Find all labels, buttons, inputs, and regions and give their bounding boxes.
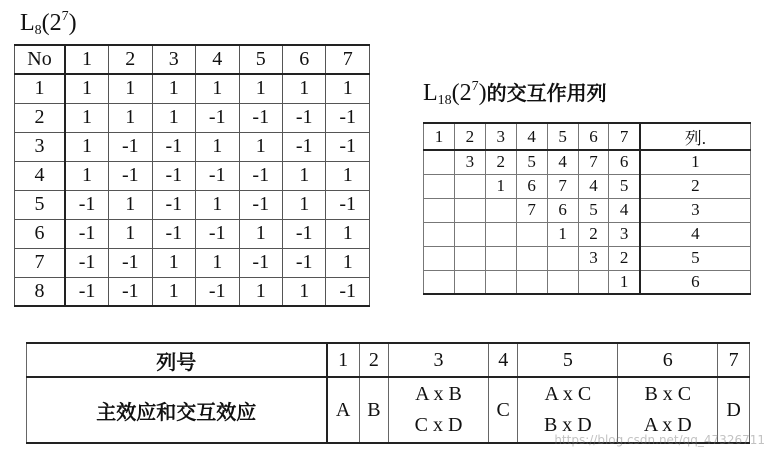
- l8-cell: 1: [282, 190, 325, 219]
- watermark: https://blog.csdn.net/qq_47326711: [554, 433, 765, 447]
- l8-cell: 1: [239, 219, 282, 248]
- l8-cell: -1: [282, 248, 325, 277]
- l8-cell: -1: [152, 219, 195, 248]
- interaction-cell: 3: [454, 150, 485, 174]
- l8-cell: 1: [152, 277, 195, 306]
- l8-title: [20, 10, 77, 38]
- l8-cell: -1: [196, 103, 239, 132]
- interaction-cell: 7: [547, 174, 578, 198]
- interaction-cell: 4: [547, 150, 578, 174]
- interaction-cell: [454, 246, 485, 270]
- l8-cell: 1: [65, 161, 108, 190]
- l8-row: [15, 161, 370, 190]
- l8-cell: 1: [326, 161, 370, 190]
- interaction-cell: 6: [547, 198, 578, 222]
- l8-cell: 1: [282, 74, 325, 103]
- l8-title-sup: 7: [61, 9, 69, 24]
- l8-run-number: 4: [15, 161, 66, 190]
- interaction-cell: [547, 270, 578, 294]
- interaction-cell: 1: [485, 174, 516, 198]
- l8-run-number: 7: [15, 248, 66, 277]
- l8-cell: -1: [196, 219, 239, 248]
- l8-cell: -1: [109, 248, 152, 277]
- interaction-cell: [547, 246, 578, 270]
- column-number-cell: 1: [327, 343, 360, 377]
- l8-cell: 1: [109, 190, 152, 219]
- l8-cell: 1: [196, 248, 239, 277]
- interaction-cell: [485, 222, 516, 246]
- interaction-cell: [516, 270, 547, 294]
- interaction-cell: 5: [578, 198, 609, 222]
- interaction-cell: 3: [578, 246, 609, 270]
- l8-cell: -1: [65, 248, 108, 277]
- l8-run-number: 2: [15, 103, 66, 132]
- l8-header-cell: 7: [326, 45, 370, 74]
- interaction-cell: 4: [578, 174, 609, 198]
- l8-row: [15, 277, 370, 306]
- interaction-cell: 1: [609, 270, 640, 294]
- interaction-cell: [424, 270, 455, 294]
- interaction-row: [424, 246, 751, 270]
- interaction-row: [424, 174, 751, 198]
- interaction-cell: [424, 246, 455, 270]
- l8-cell: -1: [239, 161, 282, 190]
- inter-title-suffix: 的交互作用列: [486, 81, 607, 105]
- interaction-cell: 3: [609, 222, 640, 246]
- l8-cell: -1: [109, 277, 152, 306]
- effect-text: B x D: [543, 414, 592, 436]
- interaction-cell: 6: [516, 174, 547, 198]
- l8-cell: 1: [282, 161, 325, 190]
- l8-cell: 1: [196, 132, 239, 161]
- column-number-cell: 3: [389, 343, 489, 377]
- l8-cell: -1: [239, 248, 282, 277]
- interaction-cell: 7: [578, 150, 609, 174]
- effect-cell: [489, 377, 518, 443]
- l8-cell: 1: [326, 74, 370, 103]
- effect-text: D: [726, 398, 741, 421]
- interaction-cell: [454, 174, 485, 198]
- l8-cell: -1: [239, 190, 282, 219]
- interaction-cell: [424, 150, 455, 174]
- effect-text: C: [496, 398, 510, 421]
- column-number-cell: 7: [718, 343, 750, 377]
- interaction-column-number: 2: [640, 174, 751, 198]
- effect-assignment-table: [26, 342, 750, 444]
- l8-orthogonal-table: [14, 44, 370, 307]
- effect-cell: [389, 377, 489, 443]
- interaction-header-column: 列.: [640, 123, 751, 150]
- interaction-cell: 2: [609, 246, 640, 270]
- interaction-table: [423, 122, 751, 295]
- l8-cell: 1: [239, 74, 282, 103]
- l8-row: [15, 132, 370, 161]
- interaction-header-cell: 6: [578, 123, 609, 150]
- effect-text: A x D: [643, 414, 692, 436]
- interaction-column-number: 5: [640, 246, 751, 270]
- l8-cell: -1: [326, 132, 370, 161]
- inter-title-open: (2: [451, 80, 472, 106]
- interaction-header-cell: 7: [609, 123, 640, 150]
- interaction-header-cell: 2: [454, 123, 485, 150]
- effect-text: A x C: [544, 383, 592, 405]
- inter-title-sub: 18: [437, 93, 452, 108]
- bottom-header-row: [27, 343, 750, 377]
- effect-text: B x C: [644, 383, 692, 405]
- interaction-cell: [424, 174, 455, 198]
- l8-header-cell: 3: [152, 45, 195, 74]
- l8-cell: -1: [196, 277, 239, 306]
- l8-cell: 1: [65, 103, 108, 132]
- interaction-cell: [424, 198, 455, 222]
- interaction-header-cell: 4: [516, 123, 547, 150]
- l8-run-number: 3: [15, 132, 66, 161]
- interaction-cell: 7: [516, 198, 547, 222]
- effect-text: C x D: [414, 414, 463, 436]
- interaction-cell: [578, 270, 609, 294]
- interaction-column-number: 6: [640, 270, 751, 294]
- interaction-column-number: 3: [640, 198, 751, 222]
- l8-cell: -1: [196, 161, 239, 190]
- l8-cell: -1: [109, 132, 152, 161]
- interaction-header-row: [424, 123, 751, 150]
- effect-text: A x B: [415, 383, 462, 405]
- l8-title-open: (2: [41, 10, 62, 36]
- interaction-cell: 2: [578, 222, 609, 246]
- l8-run-number: 1: [15, 74, 66, 103]
- interaction-cell: 5: [609, 174, 640, 198]
- interaction-row: [424, 150, 751, 174]
- l8-cell: -1: [282, 103, 325, 132]
- l8-title-close: ): [68, 10, 77, 36]
- interaction-row: [424, 270, 751, 294]
- l8-cell: 1: [152, 74, 195, 103]
- l8-row: [15, 219, 370, 248]
- column-number-cell: 2: [359, 343, 388, 377]
- l8-row: [15, 103, 370, 132]
- l8-cell: -1: [282, 132, 325, 161]
- effects-label: 主效应和交互效应: [27, 377, 327, 443]
- interaction-cell: [454, 222, 485, 246]
- l8-header-cell: 4: [196, 45, 239, 74]
- interaction-header-cell: 1: [424, 123, 455, 150]
- l8-cell: 1: [282, 277, 325, 306]
- l8-run-number: 6: [15, 219, 66, 248]
- l8-cell: 1: [239, 277, 282, 306]
- l8-cell: -1: [152, 161, 195, 190]
- l8-header-cell: 5: [239, 45, 282, 74]
- l8-cell: -1: [282, 219, 325, 248]
- l8-cell: -1: [109, 161, 152, 190]
- inter-title-base: L: [423, 80, 438, 106]
- interaction-column-number: 4: [640, 222, 751, 246]
- l8-row: [15, 74, 370, 103]
- interaction-row: [424, 222, 751, 246]
- interaction-cell: 4: [609, 198, 640, 222]
- l8-title-sub: 8: [34, 23, 42, 38]
- l8-cell: 1: [152, 103, 195, 132]
- l8-title-base: L: [20, 10, 35, 36]
- interaction-cell: [424, 222, 455, 246]
- effect-cell: [359, 377, 388, 443]
- column-number-cell: 5: [518, 343, 618, 377]
- interaction-cell: [485, 270, 516, 294]
- interaction-cell: [516, 246, 547, 270]
- l8-cell: -1: [152, 132, 195, 161]
- column-number-cell: 4: [489, 343, 518, 377]
- l8-cell: -1: [65, 190, 108, 219]
- l8-row: [15, 190, 370, 219]
- l8-cell: 1: [326, 248, 370, 277]
- l8-cell: -1: [65, 277, 108, 306]
- interaction-row: [424, 198, 751, 222]
- interaction-header-cell: 5: [547, 123, 578, 150]
- interaction-cell: [485, 246, 516, 270]
- l8-cell: -1: [65, 219, 108, 248]
- l8-header-cell: 6: [282, 45, 325, 74]
- column-number-label: 列号: [27, 343, 327, 377]
- l8-row: [15, 248, 370, 277]
- interaction-cell: [485, 198, 516, 222]
- l8-cell: 1: [196, 190, 239, 219]
- l8-cell: -1: [326, 190, 370, 219]
- l8-cell: 1: [65, 132, 108, 161]
- inter-title-sup: 7: [471, 79, 479, 94]
- l8-cell: -1: [326, 103, 370, 132]
- effect-cell: [327, 377, 360, 443]
- l8-cell: 1: [326, 219, 370, 248]
- interaction-cell: 1: [547, 222, 578, 246]
- interaction-cell: [516, 222, 547, 246]
- l8-cell: 1: [109, 74, 152, 103]
- l8-cell: -1: [152, 190, 195, 219]
- l8-cell: 1: [65, 74, 108, 103]
- l8-cell: 1: [239, 132, 282, 161]
- l8-header-cell: 1: [65, 45, 108, 74]
- l8-cell: -1: [326, 277, 370, 306]
- interaction-title: [423, 80, 607, 108]
- interaction-cell: 2: [485, 150, 516, 174]
- interaction-cell: [454, 270, 485, 294]
- l8-cell: 1: [152, 248, 195, 277]
- l8-run-number: 5: [15, 190, 66, 219]
- interaction-cell: [454, 198, 485, 222]
- interaction-cell: 6: [609, 150, 640, 174]
- l8-cell: 1: [109, 219, 152, 248]
- interaction-header-cell: 3: [485, 123, 516, 150]
- l8-header-cell: 2: [109, 45, 152, 74]
- l8-run-number: 8: [15, 277, 66, 306]
- interaction-column-number: 1: [640, 150, 751, 174]
- l8-header-no: No: [15, 45, 66, 74]
- inter-title-close: ): [478, 80, 487, 106]
- interaction-cell: 5: [516, 150, 547, 174]
- l8-cell: -1: [239, 103, 282, 132]
- l8-cell: 1: [196, 74, 239, 103]
- l8-cell: 1: [109, 103, 152, 132]
- l8-header-row: [15, 45, 370, 74]
- effect-text: B: [367, 398, 381, 421]
- effect-text: A: [335, 398, 351, 421]
- column-number-cell: 6: [618, 343, 718, 377]
